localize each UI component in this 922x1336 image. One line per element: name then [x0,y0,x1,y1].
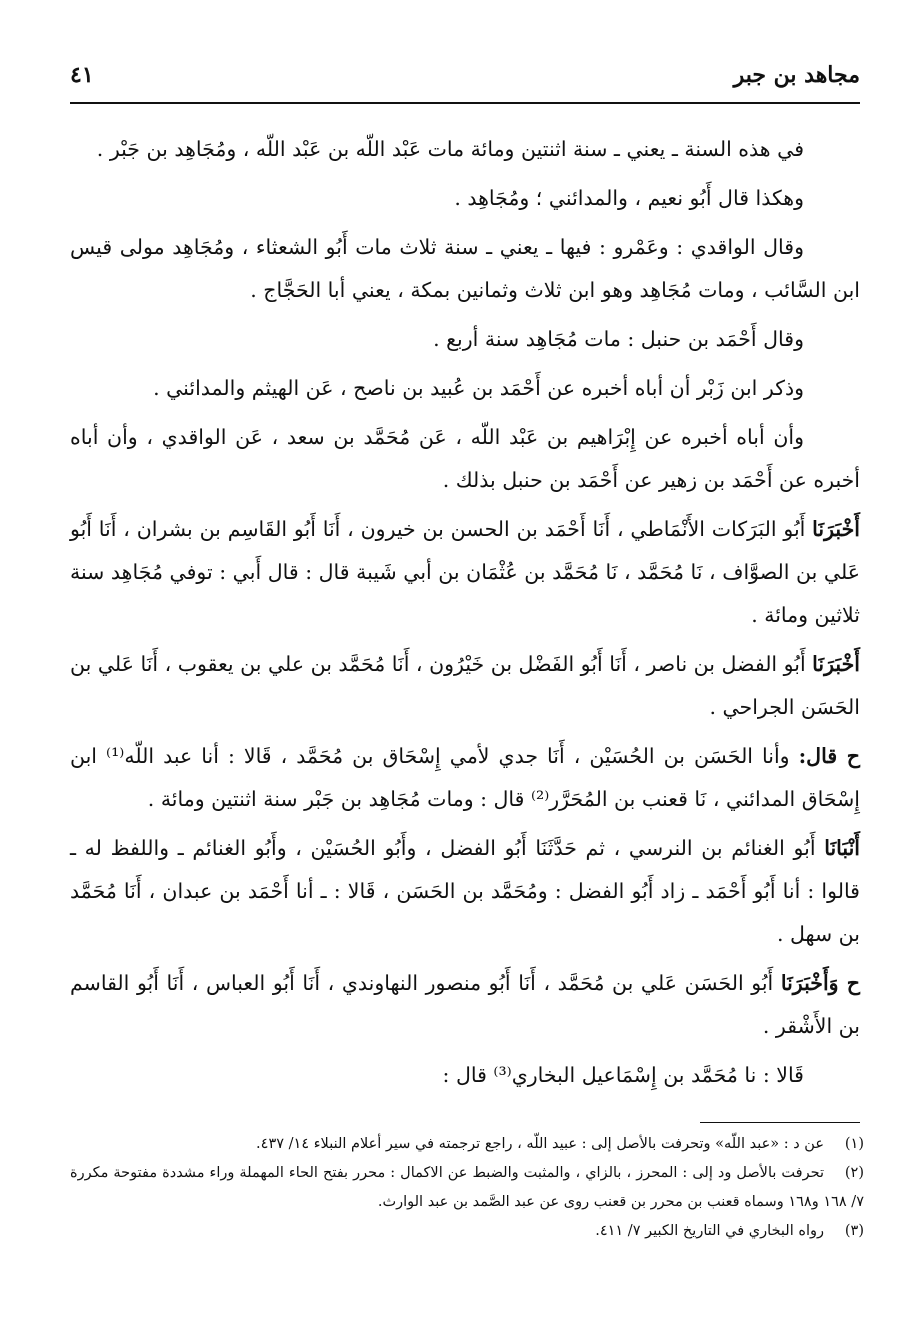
paragraph [70,226,860,312]
paragraph-keyword: أَخْبَرَنَا [812,517,860,541]
paragraph-text: وهكذا قال أَبُو نعيم ، والمدائني ؛ ومُجَاهِد . [454,186,804,210]
paragraph-text: أَبُو الفضل بن ناصر ، أَنَا أَبُو الفَضْل بن خَيْرُون ، أَنَا مُحَمَّد بن علي بن يعقوب ، أَنَا عَلي بن الحَسَن الجراحي . [70,652,860,719]
running-header [70,58,860,102]
paragraph-keyword: أَخْبَرَنَا [812,652,860,676]
paragraph [70,827,860,956]
footnote-separator [700,1122,860,1123]
paragraph [70,367,860,410]
header-rule [70,102,860,104]
paragraph [70,643,860,729]
footnote-number: (٢) [844,1165,864,1181]
paragraph [70,128,860,171]
paragraph-text: وأن أباه أخبره عن إِبْرَاهيم بن عَبْد اللّه ، عَن مُحَمَّد بن سعد ، عَن الواقدي ، وأن أباه أخبره عن أَحْمَد بن زهير عن أَحْمَد بن حنبل بذلك . [70,425,860,492]
paragraph-text: أَبُو البَرَكات الأَنْمَاطي ، أَنَا أَحْمَد بن الحسن بن خيرون ، أَنَا أَبُو القَاسِم بن بشران ، أَنَا أَبُو عَلي بن الصوَّاف ، نَا مُحَمَّد ، نَا مُحَمَّد بن عُثْمَان بن أبي شَيبة قال : قال أَبي : توفي مُجَاهِد سنة ثلاثين ومائة . [70,517,860,627]
paragraph-text: وذكر ابن زَبْر أن أباه أخبره عن أَحْمَد بن عُبيد بن ناصح ، عَن الهيثم والمدائني . [153,376,804,400]
footnote [70,1159,864,1217]
footnote-text: تحرفت بالأصل ود إلى : المحرز ، بالزاي ، والمثبت والضبط عن الاكمال : محرر بفتح الحاء المهملة وراء مشددة مفتوحة مكررة ٧/ ١٦٨ و١٦٨ وسماه قعنب بن محرر بن قعنب روى عن عبد الصَّمد بن عبد الوارث. [70,1165,864,1210]
paragraph [70,177,860,220]
paragraph-keyword: ح قال: [798,744,860,768]
paragraph [70,508,860,637]
paragraph-text: أَبُو الغنائم بن النرسي ، ثم حَدَّثَنَا أَبُو الفضل ، وأَبُو الحُسَيْن ، وأَبُو الغنائم ـ واللفظ له ـ قالوا : أنا أَبُو أَحْمَد ـ زاد أَبُو الفضل : ومُحَمَّد بن الحَسَن ، قَالا : ـ أنا أَحْمَد بن عبدان ، أَنَا مُحَمَّد بن سهل . [70,836,860,946]
footnote-number: (١) [844,1136,864,1152]
paragraph [70,735,860,821]
paragraph-text: أَبُو الحَسَن عَلي بن مُحَمَّد ، أَنَا أَبُو منصور النهاوندي ، أَنَا أَبُو العباس ، أَنَا أَبُو القاسم بن الأَشْقر . [70,971,860,1038]
paragraph-text: وأنا الحَسَن بن الحُسَيْن ، أَنَا جدي لأمي إِسْحَاق بن مُحَمَّد ، قَالا : أنا عبد اللّه⁽¹⁾ ابن إِسْحَاق المدائني ، نَا قعنب بن المُحَرَّر⁽²⁾ قال : ومات مُجَاهِد بن جَبْر سنة اثنتين ومائة . [70,744,860,811]
paragraph-text: قَالا : نا مُحَمَّد بن إِسْمَاعيل البخاري⁽³⁾ قال : [442,1063,804,1087]
paragraph [70,318,860,361]
page-number: ٤١ [70,62,94,88]
footnote-text: عن د : «عبد اللّه» وتحرفت بالأصل إلى : عبيد اللّه ، راجع ترجمته في سير أعلام النبلاء ١٤/ ٤٣٧. [256,1136,824,1152]
footnotes [70,1130,864,1246]
paragraph [70,416,860,502]
footnote-text: رواه البخاري في التاريخ الكبير ٧/ ٤١١. [595,1223,824,1239]
paragraph [70,1054,860,1097]
main-text [70,128,860,1103]
running-title: مجاهد بن جبر [733,62,860,88]
paragraph-keyword: ح وَأَخْبَرَنَا [780,971,860,995]
paragraph-text: وقال الواقدي : وعَمْرو : فيها ـ يعني ـ سنة ثلاث مات أَبُو الشعثاء ، ومُجَاهِد مولى قيس ابن السَّائب ، ومات مُجَاهِد وهو ابن ثلاث وثمانين بمكة ، يعني أبا الحَجَّاج . [70,235,860,302]
footnote [70,1130,864,1159]
footnote [70,1217,864,1246]
paragraph [70,962,860,1048]
paragraph-text: في هذه السنة ـ يعني ـ سنة اثنتين ومائة مات عَبْد اللّه بن عَبْد اللّه ، ومُجَاهِد بن جَبْر . [96,137,804,161]
paragraph-keyword: أَنْبَانَا [824,836,860,860]
footnote-number: (٣) [844,1223,864,1239]
paragraph-text: وقال أَحْمَد بن حنبل : مات مُجَاهِد سنة أربع . [433,327,804,351]
